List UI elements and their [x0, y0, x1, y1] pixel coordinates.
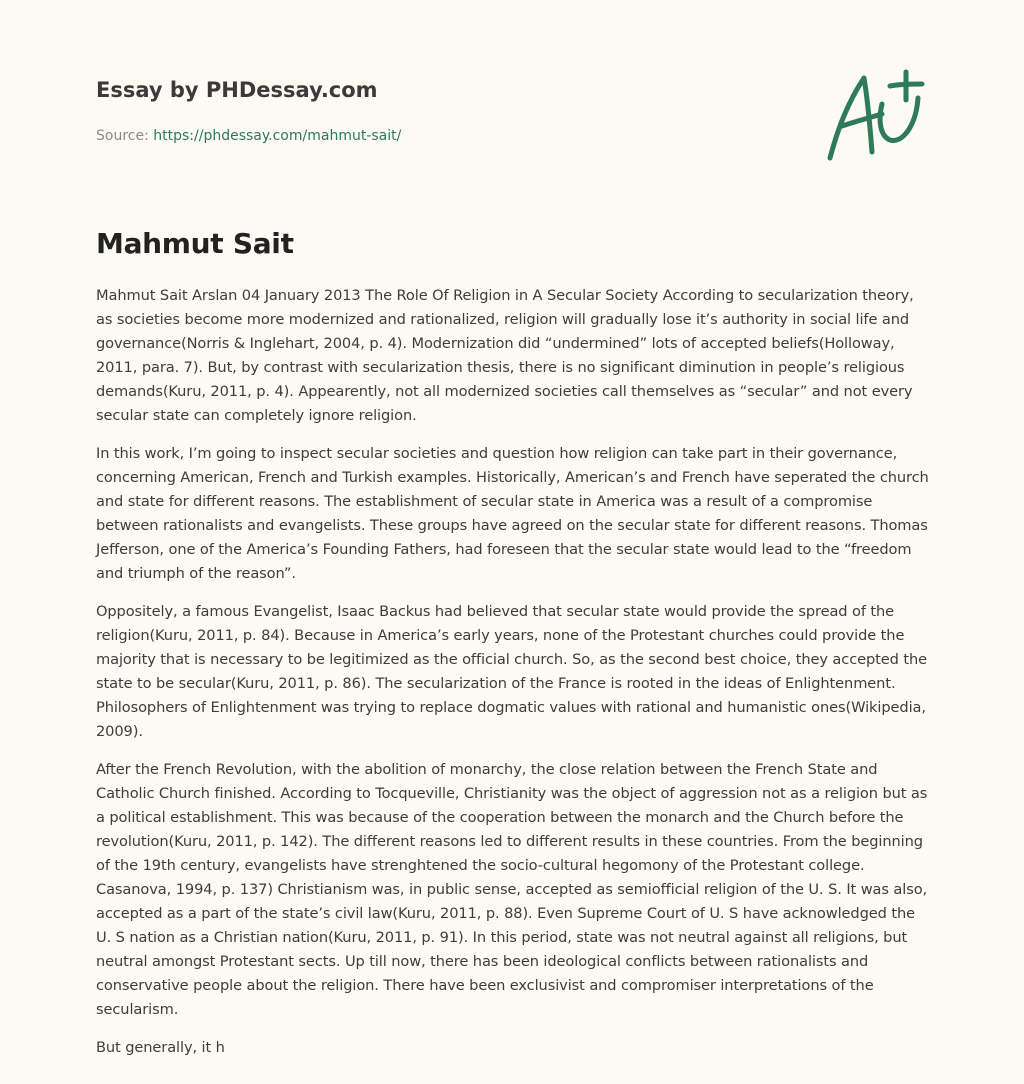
source-line: [96, 126, 696, 146]
source-link[interactable]: https://phdessay.com/mahmut-sait/: [153, 128, 402, 144]
source-label: Source:: [96, 128, 149, 144]
a-plus-logo-icon: [824, 68, 928, 164]
paragraph: In this work, I’m going to inspect secular societies and question how religion can take part in their governance, concerning American, French and Turkish examples. Historically, American’s and French have seperated the church and state for different reasons. The establishment of secular state in America was a result of a compromise between rationalists and evangelists. These groups have agreed on the secular state for different reasons. Thomas Jefferson, one of the America’s Founding Fathers, had foreseen that the secular state would lead to the “freedom and triumph of the reason”.: [96, 445, 929, 582]
paragraph: But generally, it h: [96, 1039, 225, 1056]
essay-body: [96, 284, 932, 1074]
essay-title: Mahmut Sait: [96, 227, 294, 260]
paragraph: Oppositely, a famous Evangelist, Isaac Backus had believed that secular state would provide the spread of the religion(Kuru, 2011, p. 84). Because in America’s early years, none of the Protestant churches could provide the majority that is necessary to be legitimized as the official church. So, as the second best choice, they accepted the state to be secular(Kuru, 2011, p. 86). The secularization of the France is rooted in the ideas of Enlightenment. Philosophers of Enlightenment was trying to replace dogmatic values with rational and humanistic ones(Wikipedia, 2009).: [96, 603, 928, 740]
paragraph: Mahmut Sait Arslan 04 January 2013 The Role Of Religion in A Secular Society According to secularization theory, as societies become more modernized and rationalized, religion will gradually lose it’s authority in social life and governance(Norris & Inglehart, 2004, p. 4). Modernization did “undermined” lots of accepted beliefs(Holloway, 2011, para. 7). But, by contrast with secularization thesis, there is no significant diminution in people’s religious demands(Kuru, 2011, p. 4). Appearently, not all modernized societies call themselves as “secular” and not every secular state can completely ignore religion.: [96, 287, 914, 424]
site-title: Essay by PHDessay.com: [96, 78, 378, 102]
site-header: [96, 76, 696, 146]
paragraph: After the French Revolution, with the abolition of monarchy, the close relation between the French State and Catholic Church finished. According to Tocqueville, Christianity was the object of aggression not as a religion but as a political establishment. This was because of the cooperation between the monarch and the Church before the revolution(Kuru, 2011, p. 142). The different reasons led to different results in these countries. From the beginning of the 19th century, evangelists have strenghtened the socio-cultural hegomony of the Protestant college. Casanova, 1994, p. 137) Christianism was, in public sense, accepted as semiofficial religion of the U. S. It was also, accepted as a part of the state’s civil law(Kuru, 2011, p. 88). Even Supreme Court of U. S have acknowledged the U. S nation as a Christian nation(Kuru, 2011, p. 91). In this period, state was not neutral against all religions, but neutral amongst Protestant sects. Up till now, there has been ideological conflicts between rationalists and conservative people about the religion. There have been exclusivist and compromiser interpretations of the secularism.: [96, 761, 928, 1018]
